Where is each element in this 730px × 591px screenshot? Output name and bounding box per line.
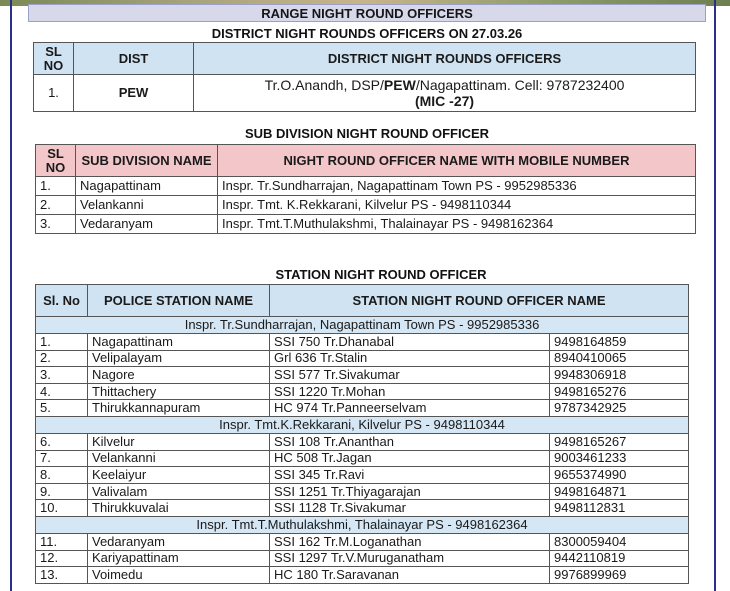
station-cell: Valivalam [88,483,270,500]
table-row [36,196,696,215]
officer-text-post: /Nagapattinam. Cell: 9787232400 [415,77,625,93]
table-row [36,334,689,351]
sl-cell: 12. [36,550,88,567]
table-row [36,433,689,450]
officer-cell: SSI 1251 Tr.Thiyagarajan [270,483,550,500]
officer-cell: HC 508 Tr.Jagan [270,450,550,467]
officer-cell: Inspr. Tr.Sundharrajan, Nagapattinam Town PS - 9952985336 [218,177,696,196]
sl-cell: 9. [36,483,88,500]
phone-cell: 8940410065 [550,350,689,367]
officer-cell: SSI 108 Tr.Ananthan [270,433,550,450]
group-header: Inspr. Tmt.K.Rekkarani, Kilvelur PS - 9498110344 [36,416,689,433]
station-cell: Nagore [88,367,270,384]
table-row [36,500,689,517]
station-table [35,284,689,584]
col-station-officer: STATION NIGHT ROUND OFFICER NAME [270,285,689,317]
subdivision-cell: Vedaranyam [76,215,218,234]
col-sl-no: SL NO [34,43,74,75]
col-sl-no: SL NO [36,145,76,177]
sl-cell: 3. [36,215,76,234]
group-header: Inspr. Tr.Sundharrajan, Nagapattinam Town PS - 9952985336 [36,317,689,334]
table-row [36,567,689,584]
table-row [36,350,689,367]
sl-cell: 2. [36,350,88,367]
col-police-station: POLICE STATION NAME [88,285,270,317]
sl-cell: 7. [36,450,88,467]
col-night-officer: NIGHT ROUND OFFICER NAME WITH MOBILE NUMBER [218,145,696,177]
sl-cell: 1. [36,334,88,351]
officer-cell: SSI 162 Tr.M.Loganathan [270,533,550,550]
table-row [36,215,696,234]
phone-cell: 9498165267 [550,433,689,450]
officer-cell: SSI 577 Tr.Sivakumar [270,367,550,384]
district-heading: DISTRICT NIGHT ROUNDS OFFICERS ON 27.03.26 [211,26,523,41]
sl-cell: 3. [36,367,88,384]
table-row [36,550,689,567]
col-district-officers: DISTRICT NIGHT ROUNDS OFFICERS [194,43,696,75]
sl-cell: 13. [36,567,88,584]
table-row [36,177,696,196]
table-row [36,367,689,384]
officer-cell: SSI 1220 Tr.Mohan [270,383,550,400]
station-cell: Thirukkannapuram [88,400,270,417]
phone-cell: 8300059404 [550,533,689,550]
sl-cell: 11. [36,533,88,550]
station-cell: Velankanni [88,450,270,467]
table-row [36,483,689,500]
range-banner: RANGE NIGHT ROUND OFFICERS [28,4,706,22]
officer-text-bold: PEW [383,77,416,93]
station-cell: Vedaranyam [88,533,270,550]
station-cell: Keelaiyur [88,467,270,484]
col-dist: DIST [74,43,194,75]
sl-cell: 5. [36,400,88,417]
station-cell: Kariyapattinam [88,550,270,567]
station-cell: Thittachery [88,383,270,400]
phone-cell: 9655374990 [550,467,689,484]
phone-cell: 9976899969 [550,567,689,584]
officer-cell: SSI 345 Tr.Ravi [270,467,550,484]
phone-cell: 9442110819 [550,550,689,567]
station-heading: STATION NIGHT ROUND OFFICER [275,267,487,282]
officer-cell [194,75,696,112]
officer-cell: Grl 636 Tr.Stalin [270,350,550,367]
officer-cell: SSI 750 Tr.Dhanabal [270,334,550,351]
group-header: Inspr. Tmt.T.Muthulakshmi, Thalainayar PS - 9498162364 [36,516,689,533]
sl-cell: 4. [36,383,88,400]
station-cell: Nagapattinam [88,334,270,351]
table-row [36,533,689,550]
subdivision-cell: Nagapattinam [76,177,218,196]
dist-cell: PEW [74,75,194,112]
station-cell: Velipalayam [88,350,270,367]
sl-cell: 1. [34,75,74,112]
officer-cell: Inspr. Tmt.T.Muthulakshmi, Thalainayar PS - 9498162364 [218,215,696,234]
table-row [36,383,689,400]
table-row [34,75,696,112]
station-cell: Voimedu [88,567,270,584]
table-row [36,467,689,484]
officer-text-pre: Tr.O.Anandh, DSP/ [264,77,384,93]
phone-cell: 9498164859 [550,334,689,351]
sl-cell: 1. [36,177,76,196]
sl-cell: 10. [36,500,88,517]
table-row [36,450,689,467]
table-row [36,400,689,417]
subdivision-table [35,144,696,234]
phone-cell: 9003461233 [550,450,689,467]
district-table [33,42,696,112]
officer-cell: HC 974 Tr.Panneerselvam [270,400,550,417]
phone-cell: 9787342925 [550,400,689,417]
subdivision-heading: SUB DIVISION NIGHT ROUND OFFICER [244,126,490,141]
sl-cell: 6. [36,433,88,450]
subdivision-cell: Velankanni [76,196,218,215]
sl-cell: 8. [36,467,88,484]
officer-cell: HC 180 Tr.Saravanan [270,567,550,584]
col-subdivision-name: SUB DIVISION NAME [76,145,218,177]
station-cell: Thirukkuvalai [88,500,270,517]
phone-cell: 9498164871 [550,483,689,500]
phone-cell: 9948306918 [550,367,689,384]
sl-cell: 2. [36,196,76,215]
officer-cell: Inspr. Tmt. K.Rekkarani, Kilvelur PS - 9498110344 [218,196,696,215]
station-cell: Kilvelur [88,433,270,450]
officer-cell: SSI 1128 Tr.Sivakumar [270,500,550,517]
col-sl-no: Sl. No [36,285,88,317]
phone-cell: 9498165276 [550,383,689,400]
officer-cell: SSI 1297 Tr.V.Muruganatham [270,550,550,567]
mic-label: (MIC -27) [414,93,475,109]
phone-cell: 9498112831 [550,500,689,517]
